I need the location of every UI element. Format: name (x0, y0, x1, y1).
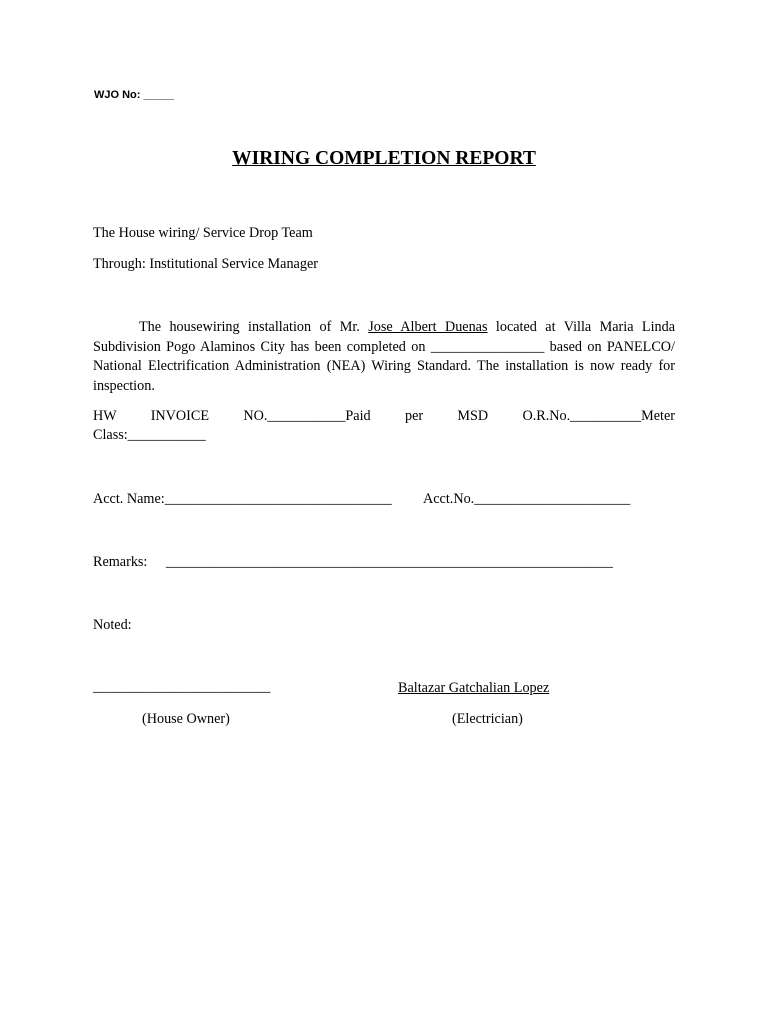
electrician-caption: (Electrician) (452, 711, 523, 727)
addressee-line-1: The House wiring/ Service Drop Team (93, 225, 313, 241)
report-title: WIRING COMPLETION REPORT (232, 148, 536, 169)
wjo-number: WJO No: _____ (94, 89, 175, 101)
addressee-line-2: Through: Institutional Service Manager (93, 256, 318, 272)
remarks-line: _______________________________________________________________ (166, 554, 613, 570)
invoice-line-2: Class:___________ (93, 427, 206, 443)
owner-name: Jose Albert Duenas (368, 319, 488, 335)
account-number-field: Acct.No.______________________ (423, 491, 631, 507)
invoice-line-1: HW INVOICE NO.___________Paid per MSD O.R.No.__________Meter (93, 408, 675, 424)
owner-caption: (House Owner) (142, 711, 230, 727)
body-paragraph (93, 318, 675, 396)
electrician-name: Baltazar Gatchalian Lopez (398, 680, 550, 696)
body-text-rest: located at Villa Maria Linda Subdivision Pogo Alaminos City has been completed on ________________ based on PANELCO/ National Electrification Administration (NEA) Wiring Standard. The installation is now ready for inspection. (93, 319, 676, 394)
noted-label: Noted: (93, 617, 132, 633)
account-name-field: Acct. Name:________________________________ (93, 491, 392, 507)
owner-signature-line: _________________________ (93, 679, 271, 695)
body-text-start: The housewiring installation of Mr. (139, 319, 369, 335)
remarks-label: Remarks: (93, 554, 148, 570)
